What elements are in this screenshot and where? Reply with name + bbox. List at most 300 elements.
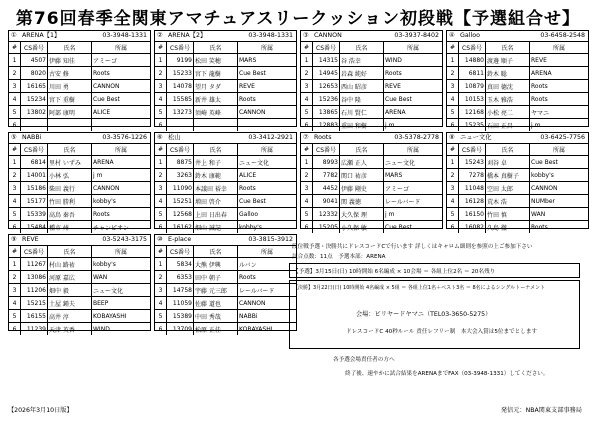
table-row <box>9 156 150 169</box>
venue-name: ARENA【1】 <box>22 32 61 39</box>
column-header-name: 氏名 <box>48 144 92 156</box>
player-seat: 1 <box>155 156 167 169</box>
player-club: アミーゴ <box>92 54 151 67</box>
column-header-num: # <box>155 144 167 156</box>
table-row <box>155 54 296 67</box>
player-seat: 5 <box>9 208 21 221</box>
venue-phone: 03-3937-8402 <box>394 32 439 39</box>
player-table <box>447 144 588 233</box>
player-seat: 6 <box>9 119 21 132</box>
player-name: 久島 徹 <box>486 221 530 234</box>
column-header-club: 所属 <box>530 42 589 54</box>
player-cs-number: 15233 <box>167 67 194 80</box>
table-row <box>447 221 588 234</box>
player-name: 小久保 敏 <box>340 221 384 234</box>
player-name: 天津 英香 <box>48 323 92 336</box>
player-cs-number: 8993 <box>313 156 340 169</box>
venue-number: ⑥ <box>157 134 163 141</box>
player-club: Cue Best <box>238 67 297 80</box>
player-seat: 4 <box>301 93 313 106</box>
player-cs-number: 13802 <box>21 106 48 119</box>
column-header-cs: CS番号 <box>313 144 340 156</box>
player-seat: 6 <box>155 221 167 234</box>
column-header-club: 所属 <box>92 42 151 54</box>
table-row <box>447 182 588 195</box>
player-club: WIND <box>93 325 110 333</box>
player-seat: 6 <box>155 119 167 132</box>
player-cs-number: 16128 <box>459 195 486 208</box>
table-row <box>301 169 442 182</box>
player-club: REVE <box>384 80 443 93</box>
player-name: 小松 亮二 <box>486 106 530 119</box>
venue-phone: 03-6425-7756 <box>540 134 585 141</box>
player-seat: 4 <box>447 93 459 106</box>
venue-panel <box>154 234 297 334</box>
player-cs-number: 12332 <box>313 208 340 221</box>
player-seat: 1 <box>301 54 313 67</box>
column-header-club: 所属 <box>384 42 443 54</box>
player-seat: 1 <box>447 54 459 67</box>
table-row <box>301 106 442 119</box>
player-cs-number: 13086 <box>21 271 48 284</box>
player-name: 重田 和樹 <box>340 119 384 132</box>
player-name: 石田 正昌 <box>486 119 530 132</box>
venue-panel <box>8 234 151 334</box>
info-score-hq: 試合点数：11点 予選本部：ARENA <box>292 254 386 260</box>
table-header-row <box>447 144 588 156</box>
column-header-num: # <box>9 246 21 258</box>
player-cs-number: 14001 <box>21 169 48 182</box>
column-header-name: 氏名 <box>340 42 384 54</box>
player-club: Roots <box>92 208 151 221</box>
player-name: 石川 賢仁 <box>340 106 384 119</box>
player-club: Cue Best <box>238 195 297 208</box>
player-name: 谷中 隆 <box>340 93 384 106</box>
player-club: WIND <box>384 54 443 67</box>
player-cs-number: 15236 <box>313 93 340 106</box>
table-row <box>9 119 150 132</box>
player-seat: 1 <box>9 258 21 271</box>
player-name: 関口 祐彦 <box>340 169 384 182</box>
venue-phone: 03-3948-1331 <box>102 32 147 39</box>
player-table <box>301 42 442 131</box>
player-cs-number: 3263 <box>167 169 194 182</box>
player-name: 畑山 誠記 <box>194 221 238 234</box>
column-header-cs: CS番号 <box>459 42 486 54</box>
column-header-cs: CS番号 <box>167 42 194 54</box>
player-club: CANNON <box>238 297 297 310</box>
venue-panel <box>8 30 151 127</box>
player-name: 西山 昭彦 <box>340 80 384 93</box>
revision-date: 【2026年3月10日版】 <box>8 407 73 414</box>
player-seat: 1 <box>9 54 21 67</box>
player-name: 竹田 慎 <box>486 208 530 221</box>
table-row <box>9 195 150 208</box>
player-table <box>9 246 150 335</box>
player-cs-number: 5834 <box>167 258 194 271</box>
player-name: 小林 弘 <box>48 169 92 182</box>
venue-name: E-place <box>168 236 192 243</box>
player-seat: 3 <box>9 284 21 297</box>
player-seat: 6 <box>155 323 167 336</box>
player-club: Roots <box>238 93 297 106</box>
venue-number: ⑤ <box>11 134 17 141</box>
table-row <box>155 195 296 208</box>
player-name: 中田 秀哉 <box>194 310 238 323</box>
player-table <box>155 246 296 335</box>
player-name: 関 義徳 <box>340 195 384 208</box>
player-seat: 4 <box>155 195 167 208</box>
player-club: kobby's <box>239 223 262 231</box>
player-name: 村山 路祐 <box>48 258 92 271</box>
table-row <box>155 67 296 80</box>
column-header-cs: CS番号 <box>21 246 48 258</box>
table-row <box>9 208 150 221</box>
player-seat: 6 <box>9 323 21 336</box>
column-header-cs: CS番号 <box>313 42 340 54</box>
column-header-cs: CS番号 <box>167 246 194 258</box>
player-club: Cue Best <box>530 156 589 169</box>
player-name: 玉木 雅浩 <box>486 93 530 106</box>
final-rules: ドレスコードC 40秒ルール 責任レフリー制 本大会入賞は5位までとします <box>346 329 538 335</box>
player-cs-number: 6353 <box>167 271 194 284</box>
table-header-row <box>9 144 150 156</box>
venue-number: ⑦ <box>303 134 309 141</box>
table-row <box>301 80 442 93</box>
player-seat: 6 <box>447 119 459 132</box>
player-club: KOBAYASHI <box>92 310 151 323</box>
venue-header <box>301 31 442 42</box>
player-club: j m <box>531 121 541 129</box>
player-club: アミーゴ <box>384 182 443 195</box>
column-header-name: 氏名 <box>194 42 238 54</box>
player-club: CANNON <box>238 106 297 119</box>
player-name: 増田 啓介 <box>194 195 238 208</box>
player-seat: 2 <box>155 271 167 284</box>
venue-header <box>155 235 296 246</box>
player-cs-number: 7278 <box>459 169 486 182</box>
player-seat: 5 <box>155 310 167 323</box>
table-row <box>9 93 150 106</box>
player-seat: 1 <box>301 156 313 169</box>
player-cs-number: 4452 <box>313 182 340 195</box>
player-club: CANNON <box>92 182 151 195</box>
player-seat: 4 <box>9 297 21 310</box>
player-name: 岩森 純好 <box>340 67 384 80</box>
column-header-num: # <box>9 42 21 54</box>
player-club: Galloo <box>238 208 297 221</box>
player-seat: 4 <box>447 195 459 208</box>
player-name: 宮下 龍樹 <box>194 67 238 80</box>
player-cs-number: 9041 <box>313 195 340 208</box>
player-name: 渡邊 順子 <box>486 54 530 67</box>
venue-name: REVE <box>22 236 39 243</box>
table-row <box>9 182 150 195</box>
player-seat: 3 <box>301 182 313 195</box>
player-cs-number: 14945 <box>313 67 340 80</box>
player-cs-number: 14880 <box>459 54 486 67</box>
player-cs-number <box>167 119 194 132</box>
venue-header <box>9 31 150 42</box>
player-cs-number: 11090 <box>167 182 194 195</box>
venue-panel <box>154 132 297 232</box>
player-cs-number <box>21 119 48 132</box>
player-club: Roots <box>92 67 151 80</box>
player-club: MARS <box>238 54 297 67</box>
table-row <box>155 208 296 221</box>
issuer: 発信元：NBA関東支部事務局 <box>500 407 582 414</box>
player-seat: 1 <box>155 54 167 67</box>
player-cs-number: 12568 <box>167 208 194 221</box>
player-name: 大久保 理 <box>340 208 384 221</box>
player-cs-number: 6811 <box>459 67 486 80</box>
table-row <box>155 221 296 234</box>
kessho-schedule: 【決勝】3月22日(日) 10時開始 4名編成 × 5組 ＝ 各組上位1名＋ベスト3名 ＝ 8名によるシングルトーナメント <box>293 285 546 291</box>
player-name: 谷 浩幸 <box>340 54 384 67</box>
column-header-num: # <box>9 144 21 156</box>
player-table <box>301 144 442 233</box>
player-name: 松原 正佳 <box>194 323 238 336</box>
table-row <box>447 93 588 106</box>
player-seat: 2 <box>447 169 459 182</box>
fax-instruction: 終了後、速やかに試合結果をARENAまでFAX（03-3948-1331）してください。 <box>345 371 549 377</box>
table-row <box>9 297 150 310</box>
player-table <box>9 42 150 131</box>
table-row <box>447 119 588 132</box>
player-club: チャンピオン <box>93 224 129 232</box>
player-club: KOBAYASHI <box>239 325 273 333</box>
player-club: Roots <box>530 93 589 106</box>
player-seat: 3 <box>9 80 21 93</box>
venue-name: ARENA【2】 <box>168 32 207 39</box>
table-row <box>155 258 296 271</box>
player-name: 川田 勇 <box>48 80 92 93</box>
player-club: ARENA <box>92 156 151 169</box>
player-club: レールバード <box>384 195 443 208</box>
player-name: 田中 朝子 <box>194 271 238 284</box>
player-cs-number: 16165 <box>21 80 48 93</box>
venue-panel <box>300 30 443 130</box>
table-row <box>9 80 150 93</box>
player-club <box>92 119 151 132</box>
venue-header <box>301 133 442 144</box>
yosen-schedule: 【予選】3月15日(日) 10時開始 6名編成 × 10会場 ＝ 各組上位2名 ＝ 20名残り <box>293 269 496 275</box>
player-cs-number: 11059 <box>167 297 194 310</box>
player-cs-number: 8020 <box>21 67 48 80</box>
table-row <box>155 169 296 182</box>
player-club <box>238 119 297 132</box>
player-club: ALICE <box>92 106 151 119</box>
player-seat: 2 <box>9 67 21 80</box>
player-club: j m <box>384 208 443 221</box>
column-header-cs: CS番号 <box>167 144 194 156</box>
venue-panel <box>8 132 151 232</box>
table-row <box>447 54 588 67</box>
player-club: ヤマニ <box>530 106 589 119</box>
player-name: 荒木 浩 <box>486 195 530 208</box>
venue-phone: 03-5243-3175 <box>102 236 147 243</box>
table-row <box>9 169 150 182</box>
venue-name: Galloo <box>460 32 480 39</box>
player-cs-number: 14758 <box>167 284 194 297</box>
table-row <box>301 93 442 106</box>
venue-name: ニュー文化 <box>460 134 492 141</box>
player-cs-number: 15215 <box>21 297 48 310</box>
player-seat: 2 <box>9 169 21 182</box>
column-header-club: 所属 <box>384 144 443 156</box>
player-seat: 2 <box>155 67 167 80</box>
player-name: 刈谷 卓 <box>486 156 530 169</box>
table-row <box>155 271 296 284</box>
player-seat: 5 <box>155 208 167 221</box>
table-row <box>447 156 588 169</box>
venue-phone: 03-5378-2778 <box>394 134 439 141</box>
player-cs-number: 15205 <box>313 221 340 234</box>
player-cs-number: 12883 <box>313 119 340 132</box>
player-name: 鈴木 聡 <box>486 67 530 80</box>
player-name: 畑中 毅 <box>48 284 92 297</box>
player-club: ARENA <box>530 67 589 80</box>
player-name: 鈴木 康範 <box>194 169 238 182</box>
player-club: Roots <box>530 80 589 93</box>
column-header-name: 氏名 <box>48 246 92 258</box>
player-club: kobby's <box>530 169 589 182</box>
player-cs-number: 15585 <box>167 93 194 106</box>
player-name: 伊藤 知佳 <box>48 54 92 67</box>
player-cs-number: 15177 <box>21 195 48 208</box>
column-header-num: # <box>155 42 167 54</box>
column-header-num: # <box>155 246 167 258</box>
table-row <box>9 54 150 67</box>
venue-number: ⑩ <box>157 236 163 243</box>
player-club: Roots <box>531 223 548 231</box>
venue-name: CANNON <box>314 32 342 39</box>
player-club: Roots <box>238 271 297 284</box>
table-row <box>301 54 442 67</box>
player-table <box>9 144 150 233</box>
venue-name: 松山 <box>168 134 181 141</box>
player-club: NABBi <box>238 310 297 323</box>
page-title: 第76回春季全関東アマチュアスリークッション初段戦【予選組合せ】 <box>15 9 581 29</box>
note-to-managers: 各予選会場責任者の方へ <box>333 357 395 363</box>
column-header-cs: CS番号 <box>21 42 48 54</box>
player-seat: 5 <box>9 310 21 323</box>
table-header-row <box>9 42 150 54</box>
player-seat: 3 <box>301 80 313 93</box>
player-club: ARENA <box>384 106 443 119</box>
player-seat: 6 <box>9 221 21 234</box>
player-cs-number: 16150 <box>459 208 486 221</box>
table-header-row <box>155 144 296 156</box>
venue-panel <box>300 132 443 232</box>
player-club: BEEP <box>92 297 151 310</box>
table-header-row <box>155 246 296 258</box>
player-seat: 6 <box>301 119 313 132</box>
venue-number: ⑧ <box>449 134 455 141</box>
column-header-name: 氏名 <box>340 144 384 156</box>
venue-header <box>155 133 296 144</box>
player-cs-number: 14078 <box>167 80 194 93</box>
player-seat: 1 <box>9 156 21 169</box>
player-name: 里村 いずみ <box>48 156 92 169</box>
player-seat: 3 <box>155 284 167 297</box>
player-club: REVE <box>530 54 589 67</box>
player-table <box>155 42 296 131</box>
player-cs-number: 15339 <box>21 208 48 221</box>
player-table <box>155 144 296 233</box>
column-header-club: 所属 <box>238 42 297 54</box>
player-club: ニュー文化 <box>238 156 297 169</box>
player-cs-number: 15484 <box>21 221 48 234</box>
venue-header <box>9 235 150 246</box>
player-cs-number: 13273 <box>167 106 194 119</box>
player-cs-number: 11239 <box>21 323 48 336</box>
table-row <box>447 169 588 182</box>
table-row <box>155 156 296 169</box>
player-seat: 2 <box>155 169 167 182</box>
player-name: 阿部 康明 <box>48 106 92 119</box>
player-name: 種市 州 <box>48 221 92 234</box>
player-cs-number: 10879 <box>459 80 486 93</box>
column-header-name: 氏名 <box>48 42 92 54</box>
player-seat: 2 <box>301 67 313 80</box>
table-row <box>447 67 588 80</box>
player-cs-number: 12168 <box>459 106 486 119</box>
table-header-row <box>9 246 150 258</box>
player-seat: 5 <box>155 106 167 119</box>
table-row <box>9 67 150 80</box>
player-seat: 5 <box>447 208 459 221</box>
venue-name: NABBi <box>22 134 42 141</box>
venue-number: ① <box>11 32 17 39</box>
table-row <box>155 297 296 310</box>
player-club: ALICE <box>238 169 297 182</box>
table-header-row <box>447 42 588 54</box>
player-club: WAN <box>530 208 589 221</box>
column-header-club: 所属 <box>92 246 151 258</box>
table-row <box>447 80 588 93</box>
table-row <box>301 67 442 80</box>
player-club: ニュー文化 <box>384 156 443 169</box>
player-seat: 2 <box>447 67 459 80</box>
table-row <box>155 80 296 93</box>
venue-number: ② <box>157 32 163 39</box>
player-cs-number: 9199 <box>167 54 194 67</box>
table-row <box>9 106 150 119</box>
player-cs-number: 10153 <box>459 93 486 106</box>
table-row <box>447 208 588 221</box>
venue-header <box>447 31 588 42</box>
player-name: 伊藤 剛史 <box>340 182 384 195</box>
player-seat: 3 <box>9 182 21 195</box>
player-cs-number: 15235 <box>459 119 486 132</box>
player-club: レールバード <box>238 284 297 297</box>
venue-panel <box>446 132 589 232</box>
player-cs-number: 14315 <box>313 54 340 67</box>
venue-phone: 03-3948-1331 <box>248 32 293 39</box>
player-name: 高鳥 秦吾 <box>48 208 92 221</box>
player-name: 河原 嘉広 <box>48 271 92 284</box>
player-cs-number: 11206 <box>21 284 48 297</box>
player-cs-number: 15251 <box>167 195 194 208</box>
table-row <box>155 284 296 297</box>
venue-phone: 03-3412-2921 <box>248 134 293 141</box>
table-row <box>447 106 588 119</box>
final-venue: 会場：ビリヤードヤマニ（TEL03-3650-5275） <box>356 311 492 318</box>
column-header-cs: CS番号 <box>21 144 48 156</box>
table-row <box>155 310 296 323</box>
table-row <box>9 271 150 284</box>
